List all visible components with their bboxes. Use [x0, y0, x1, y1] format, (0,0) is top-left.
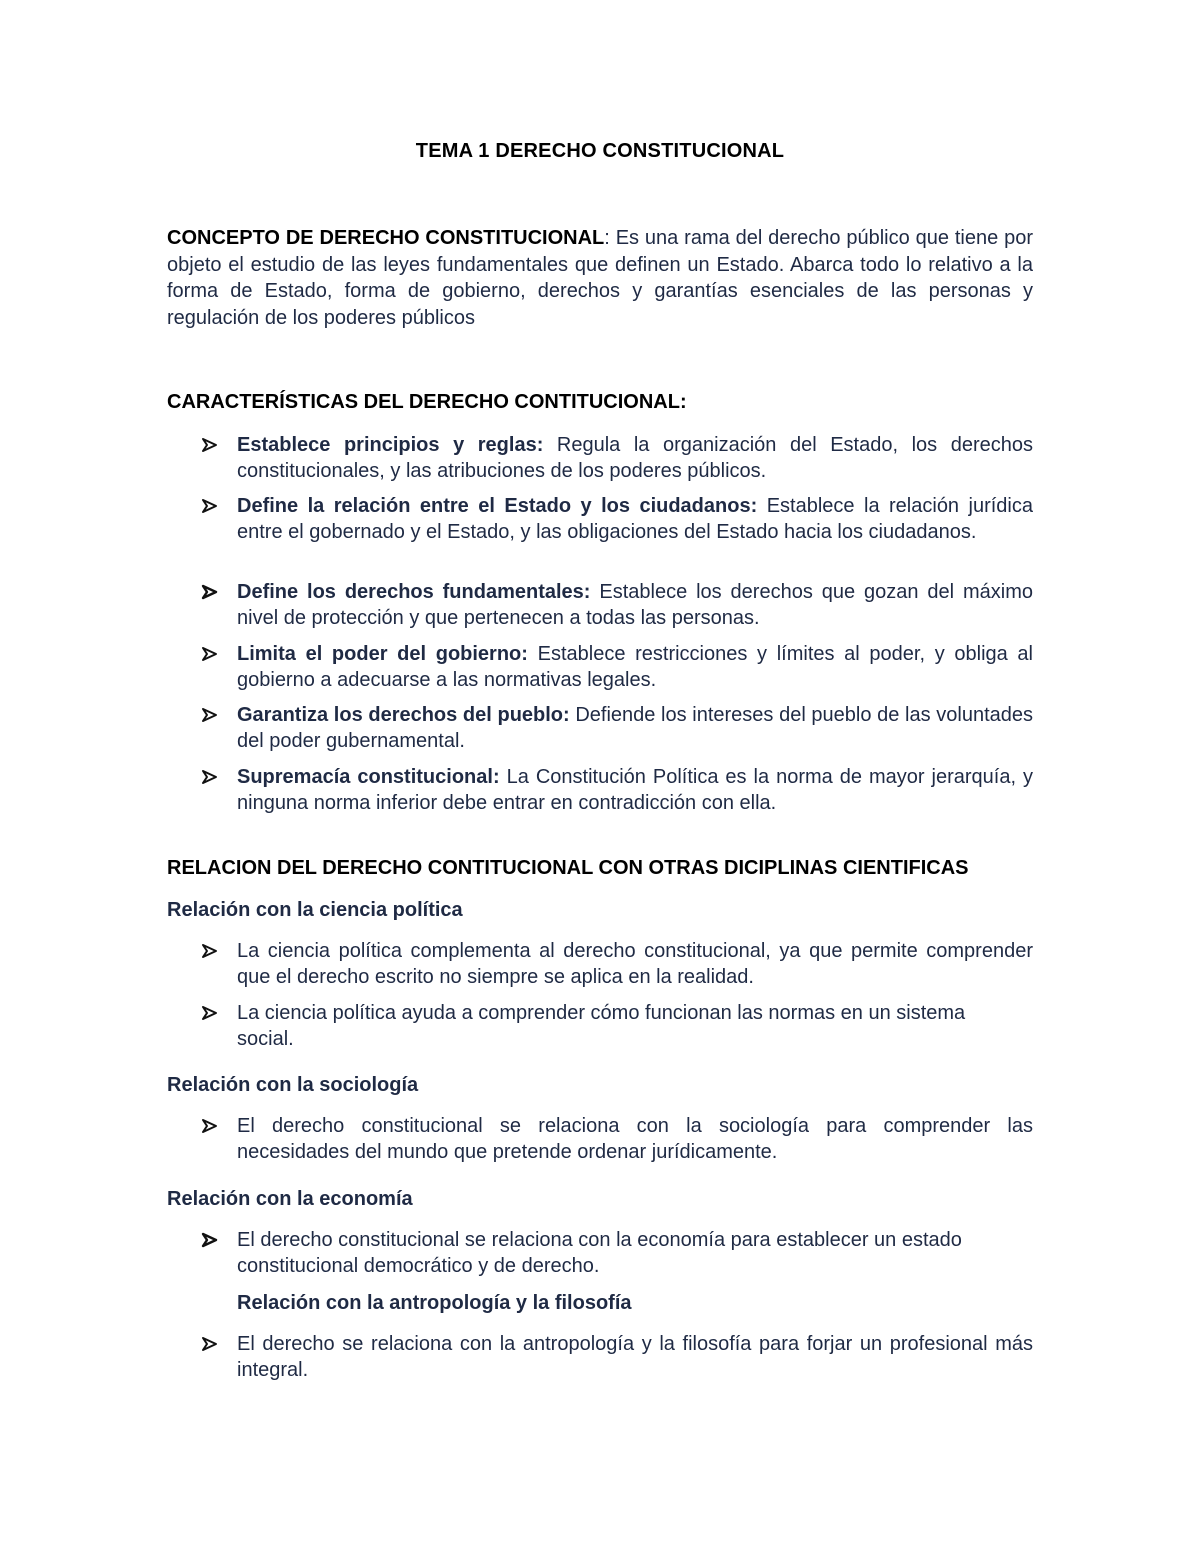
item-text: Establece restricciones y límites al poder, y obliga al gobierno a adecuarse a las normativas legales.: [237, 643, 1033, 691]
item-title: Define la relación entre el Estado y los ciudadanos:: [237, 495, 758, 517]
item-text: El derecho se relaciona con la antropología y la filosofía para forjar un profesional más integral.: [237, 1333, 1033, 1381]
relations-heading: RELACION DEL DERECHO CONTITUCIONAL CON OTRAS DICIPLINAS CIENTIFICAS: [167, 857, 969, 879]
arrow-bullet-icon: [200, 941, 220, 961]
document-title: TEMA 1 DERECHO CONSTITUCIONAL: [415, 140, 785, 162]
list-item: [200, 938, 1033, 990]
item-title: Garantiza los derechos del pueblo:: [237, 704, 570, 726]
list-item: [200, 493, 1033, 545]
list-item: [200, 641, 1033, 693]
arrow-bullet-icon: [200, 1334, 220, 1354]
item-text: Defiende los intereses del pueblo de las voluntades del poder gubernamental.: [237, 704, 1033, 752]
item-text: La ciencia política ayuda a comprender cómo funcionan las normas en un sistema social.: [237, 1002, 966, 1050]
list-item: [200, 1113, 1033, 1165]
item-text: La Constitución Política es la norma de mayor jerarquía, y ninguna norma inferior debe entrar en contradicción con ella.: [237, 766, 1034, 814]
item-title: Limita el poder del gobierno:: [237, 643, 528, 665]
economy-heading: Relación con la economía: [167, 1188, 413, 1210]
item-text: Establece la relación jurídica entre el gobernado y el Estado, y las obligaciones del Estado hacia los ciudadanos.: [237, 495, 1033, 543]
arrow-bullet-icon: [200, 435, 220, 455]
item-title: Define los derechos fundamentales:: [237, 581, 591, 603]
arrow-bullet-icon: [200, 767, 220, 787]
arrow-bullet-icon: [200, 1116, 220, 1136]
arrow-bullet-icon: [200, 582, 220, 602]
item-text: Regula la organización del Estado, los derechos constitucionales, y las atribuciones de los poderes públicos.: [237, 434, 1033, 482]
list-item: [200, 1000, 1033, 1052]
list-item: [200, 1227, 1033, 1279]
concept-text: : Es una rama del derecho público que tiene por objeto el estudio de las leyes fundamentales que definen un Estado. Abarca todo lo relativo a la forma de Estado, forma de gobierno, derechos y garantías esenciales de las personas y regulación de los poderes públicos: [167, 227, 1033, 329]
characteristics-heading: CARACTERÍSTICAS DEL DERECHO CONTITUCIONAL:: [167, 391, 687, 413]
list-item: [200, 764, 1033, 816]
arrow-bullet-icon: [200, 1230, 220, 1250]
list-item: [200, 1331, 1033, 1383]
list-item: [200, 702, 1033, 754]
concept-label: CONCEPTO DE DERECHO CONSTITUCIONAL: [167, 227, 605, 249]
item-text: Establece los derechos que gozan del máximo nivel de protección y que pertenecen a todas las personas.: [237, 581, 1033, 629]
arrow-bullet-icon: [200, 705, 220, 725]
item-text: La ciencia política complementa al derecho constitucional, ya que permite comprender que el derecho escrito no siempre se aplica en la realidad.: [237, 940, 1033, 988]
item-text: El derecho constitucional se relaciona con la sociología para comprender las necesidades del mundo que pretende ordenar jurídicamente.: [237, 1115, 1033, 1163]
arrow-bullet-icon: [200, 1003, 220, 1023]
arrow-bullet-icon: [200, 496, 220, 516]
anthropology-heading: Relación con la antropología y la filosofía: [237, 1292, 632, 1314]
sociology-heading: Relación con la sociología: [167, 1074, 419, 1096]
concept-paragraph: [167, 225, 1033, 331]
arrow-bullet-icon: [200, 644, 220, 664]
list-item: [200, 432, 1033, 484]
political-heading: Relación con la ciencia política: [167, 899, 463, 921]
item-title: Establece principios y reglas:: [237, 434, 544, 456]
item-text: El derecho constitucional se relaciona con la economía para establecer un estado constitucional democrático y de derecho.: [237, 1229, 962, 1277]
list-item: [200, 579, 1033, 631]
item-title: Supremacía constitucional:: [237, 766, 500, 788]
